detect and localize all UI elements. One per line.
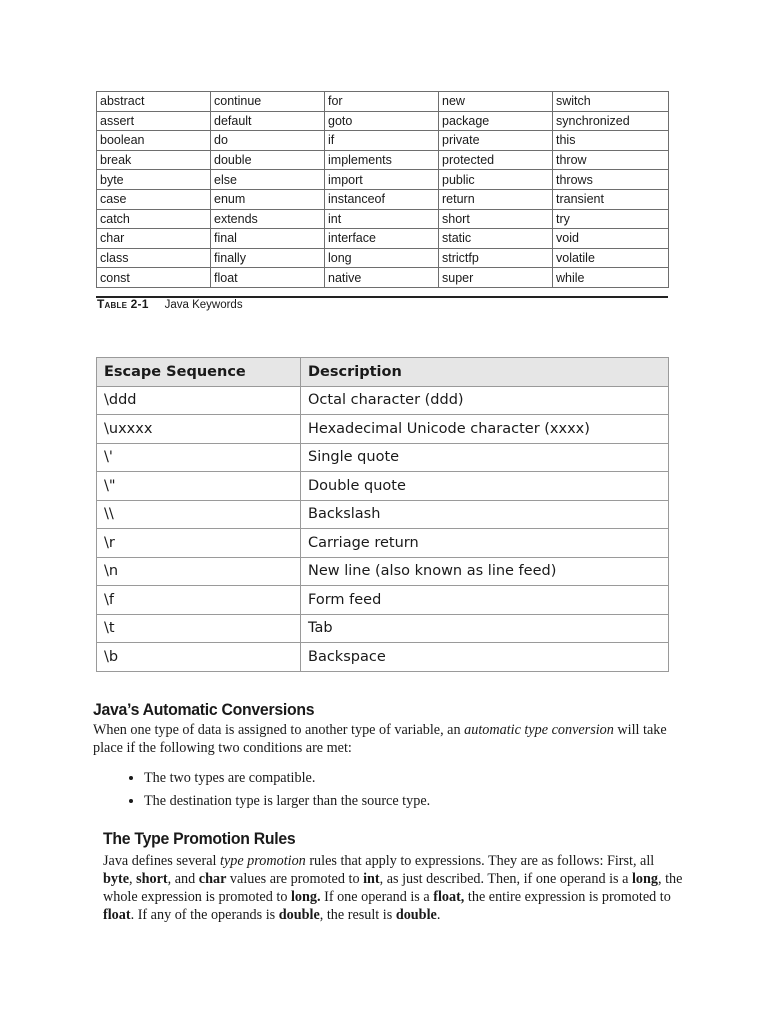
table-row <box>97 386 669 415</box>
bold-keyword: char <box>198 871 227 887</box>
keyword-cell: for <box>325 92 439 112</box>
text-run: , <box>129 871 137 887</box>
keyword-cell: package <box>439 111 553 131</box>
keyword-cell: private <box>439 131 553 151</box>
bold-keyword: double <box>278 907 320 923</box>
list-item: • The destination type is larger than the source type. <box>144 790 430 813</box>
conditions-list <box>126 767 430 813</box>
keyword-cell: const <box>97 268 211 288</box>
bold-keyword: float <box>103 907 131 923</box>
keyword-cell: implements <box>325 150 439 170</box>
table-row <box>97 170 669 190</box>
text-run: , as just described. Then, if one operand is a <box>379 871 632 887</box>
escape-cell: \f <box>97 586 301 615</box>
keyword-cell: continue <box>211 92 325 112</box>
description-cell: Double quote <box>301 472 669 501</box>
keyword-cell: throws <box>553 170 669 190</box>
description-cell: Octal character (ddd) <box>301 386 669 415</box>
keyword-cell: assert <box>97 111 211 131</box>
header-escape-sequence: Escape Sequence <box>97 358 301 387</box>
section-heading-type-promotion-rules: The Type Promotion Rules <box>103 829 296 848</box>
text-run: Java defines several <box>103 853 220 869</box>
keyword-cell: final <box>211 229 325 249</box>
description-cell: New line (also known as line feed) <box>301 557 669 586</box>
keyword-cell: short <box>439 209 553 229</box>
keyword-cell: native <box>325 268 439 288</box>
keyword-cell: throw <box>553 150 669 170</box>
keyword-cell: strictfp <box>439 248 553 268</box>
keyword-cell: switch <box>553 92 669 112</box>
paragraph-automatic-conversions <box>93 721 683 757</box>
caption-text: Java Keywords <box>164 299 243 311</box>
emphasis-text: automatic type conversion <box>464 722 614 738</box>
keyword-cell: new <box>439 92 553 112</box>
caption-label: Table 2-1 <box>97 297 149 311</box>
description-cell: Hexadecimal Unicode character (xxxx) <box>301 415 669 444</box>
keyword-cell: volatile <box>553 248 669 268</box>
table-row <box>97 500 669 529</box>
table-row <box>97 415 669 444</box>
header-description: Description <box>301 358 669 387</box>
bold-keyword: float, <box>433 889 465 905</box>
escape-cell: \b <box>97 643 301 672</box>
keyword-cell: byte <box>97 170 211 190</box>
text-run: , the result is <box>319 907 396 923</box>
table-row <box>97 92 669 112</box>
text-run: , and <box>167 871 199 887</box>
keyword-cell: this <box>553 131 669 151</box>
description-cell: Tab <box>301 614 669 643</box>
keyword-cell: abstract <box>97 92 211 112</box>
table-caption <box>97 297 243 311</box>
description-cell: Single quote <box>301 443 669 472</box>
text-run: , the whole expression is promoted to <box>103 871 683 905</box>
keyword-cell: long <box>325 248 439 268</box>
keyword-cell: double <box>211 150 325 170</box>
keyword-cell: import <box>325 170 439 190</box>
bold-keyword: int <box>363 871 380 887</box>
table-row <box>97 229 669 249</box>
keyword-cell: int <box>325 209 439 229</box>
keyword-cell: protected <box>439 150 553 170</box>
escape-cell: \" <box>97 472 301 501</box>
escape-cell: \ddd <box>97 386 301 415</box>
keyword-cell: break <box>97 150 211 170</box>
table-row <box>97 586 669 615</box>
paragraph-type-promotion <box>103 852 683 924</box>
table-row <box>97 529 669 558</box>
text-run: the entire expression is promoted to <box>464 889 671 905</box>
keyword-cell: return <box>439 189 553 209</box>
keyword-cell: do <box>211 131 325 151</box>
escape-cell: \uxxxx <box>97 415 301 444</box>
table-row <box>97 268 669 288</box>
text-run: will take place if the following two conditions are met: <box>93 722 667 756</box>
table-row <box>97 443 669 472</box>
bold-keyword: long. <box>290 889 321 905</box>
list-item: • The two types are compatible. <box>144 767 430 790</box>
keyword-cell: class <box>97 248 211 268</box>
emphasis-text: type promotion <box>220 853 306 869</box>
table-row <box>97 111 669 131</box>
bold-keyword: double <box>395 907 437 923</box>
keyword-cell: void <box>553 229 669 249</box>
keyword-cell: instanceof <box>325 189 439 209</box>
text-run: If one operand is a <box>320 889 434 905</box>
keyword-cell: float <box>211 268 325 288</box>
keyword-cell: if <box>325 131 439 151</box>
keyword-cell: try <box>553 209 669 229</box>
table-row <box>97 131 669 151</box>
keyword-cell: static <box>439 229 553 249</box>
table-row <box>97 557 669 586</box>
table-row <box>97 248 669 268</box>
keyword-cell: transient <box>553 189 669 209</box>
keyword-cell: boolean <box>97 131 211 151</box>
keyword-cell: case <box>97 189 211 209</box>
table-header-row <box>97 358 669 387</box>
keyword-cell: goto <box>325 111 439 131</box>
keyword-cell: catch <box>97 209 211 229</box>
keyword-cell: else <box>211 170 325 190</box>
keyword-cell: enum <box>211 189 325 209</box>
keyword-cell: while <box>553 268 669 288</box>
table-row <box>97 643 669 672</box>
text-run: values are promoted to <box>226 871 364 887</box>
keyword-cell: public <box>439 170 553 190</box>
text-run: . If any of the operands is <box>130 907 279 923</box>
description-cell: Backspace <box>301 643 669 672</box>
escape-cell: \n <box>97 557 301 586</box>
java-keywords-table <box>96 91 669 288</box>
table-row <box>97 472 669 501</box>
keyword-cell: default <box>211 111 325 131</box>
keyword-cell: synchronized <box>553 111 669 131</box>
bold-keyword: byte <box>103 871 130 887</box>
text-run: . <box>436 907 441 923</box>
table-row <box>97 209 669 229</box>
text-run: When one type of data is assigned to another type of variable, an <box>93 722 465 738</box>
bold-keyword: short <box>136 871 168 887</box>
section-heading-automatic-conversions: Java’s Automatic Conversions <box>93 700 315 719</box>
table-row <box>97 189 669 209</box>
text-run: rules that apply to expressions. They are as follows: First, all <box>305 853 655 869</box>
description-cell: Form feed <box>301 586 669 615</box>
keyword-cell: extends <box>211 209 325 229</box>
bold-keyword: long <box>631 871 658 887</box>
description-cell: Carriage return <box>301 529 669 558</box>
escape-cell: \t <box>97 614 301 643</box>
keyword-cell: char <box>97 229 211 249</box>
escape-cell: \' <box>97 443 301 472</box>
escape-sequence-table <box>96 357 669 672</box>
escape-cell: \\ <box>97 500 301 529</box>
description-cell: Backslash <box>301 500 669 529</box>
escape-cell: \r <box>97 529 301 558</box>
keyword-cell: interface <box>325 229 439 249</box>
keyword-cell: finally <box>211 248 325 268</box>
keyword-cell: super <box>439 268 553 288</box>
table-row <box>97 150 669 170</box>
table-row <box>97 614 669 643</box>
